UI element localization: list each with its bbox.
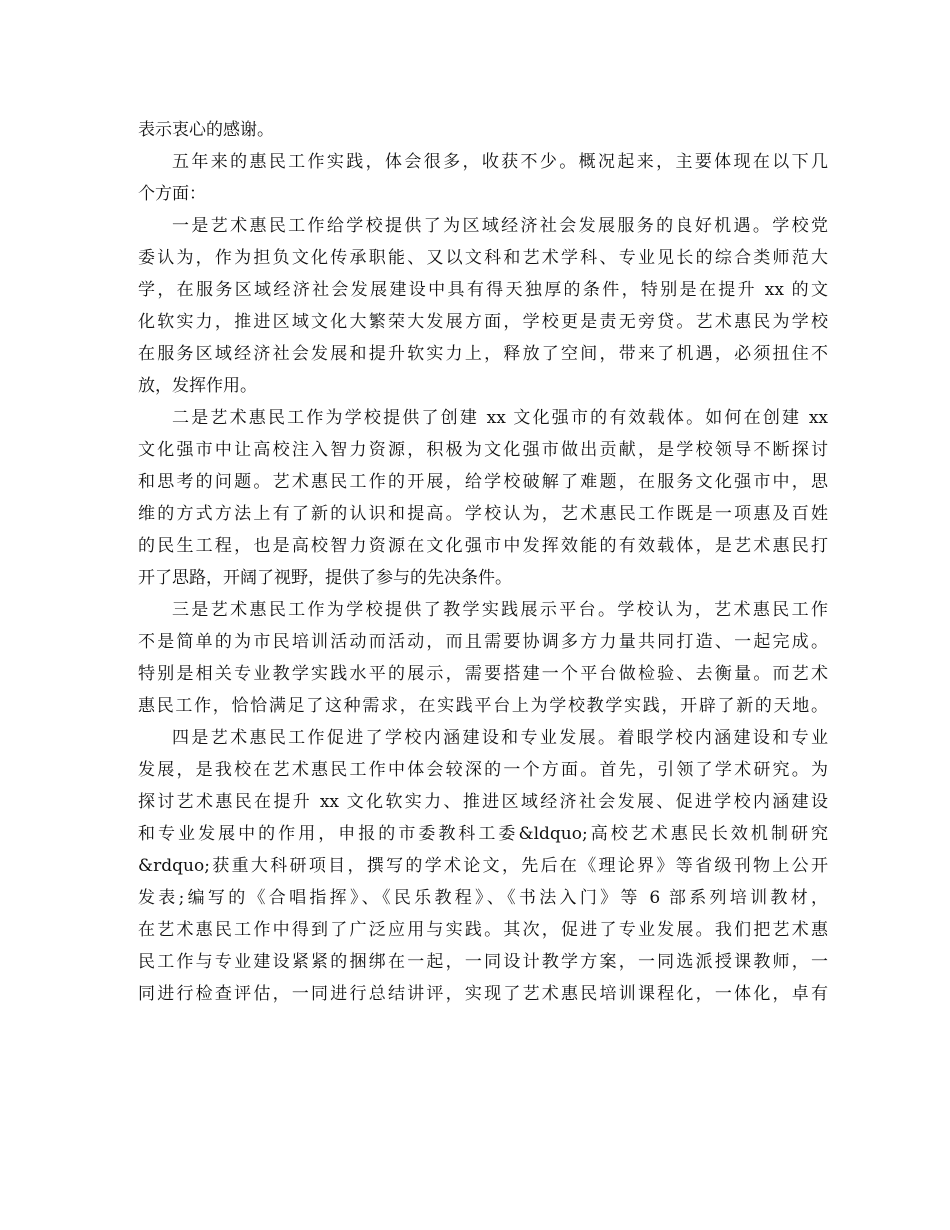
text-line: 三是艺术惠民工作为学校提供了教学实践展示平台。学校认为，艺术惠民工作 [172, 600, 828, 620]
text-line: 发展，是我校在艺术惠民工作中体会较深的一个方面。首先，引领了学术研究。为 [138, 760, 828, 780]
text-line: 个方面： [138, 184, 206, 204]
text-line: 文化强市中让高校注入智力资源，积极为文化强市做出贡献，是学校领导不断探讨 [138, 440, 828, 460]
text-line: 四是艺术惠民工作促进了学校内涵建设和专业发展。着眼学校内涵建设和专业 [172, 728, 828, 748]
text-line: 五年来的惠民工作实践，体会很多，收获不少。概况起来，主要体现在以下几 [172, 152, 828, 172]
text-line: 委认为，作为担负文化传承职能、又以文科和艺术学科、专业见长的综合类师范大 [138, 248, 828, 268]
text-line: 一是艺术惠民工作给学校提供了为区域经济社会发展服务的良好机遇。学校党 [172, 216, 828, 236]
text-line: 开了思路，开阔了视野，提供了参与的先决条件。 [138, 568, 512, 588]
text-line: 民工作与专业建设紧紧的捆绑在一起，一同设计教学方案，一同选派授课教师，一 [138, 952, 828, 972]
text-line: 在服务区域经济社会发展和提升软实力上，释放了空间，带来了机遇，必须扭住不 [138, 344, 828, 364]
document-body [138, 114, 828, 1010]
text-line: 和思考的问题。艺术惠民工作的开展，给学校破解了难题，在服务文化强市中，思 [138, 472, 828, 492]
text-line: 二是艺术惠民工作为学校提供了创建 xx 文化强市的有效载体。如何在创建 xx [172, 408, 828, 428]
text-line: 特别是相关专业教学实践水平的展示，需要搭建一个平台做检验、去衡量。而艺术 [138, 664, 828, 684]
text-line: 放，发挥作用。 [138, 376, 257, 396]
text-line: 同进行检查评估，一同进行总结讲评，实现了艺术惠民培训课程化，一体化，卓有 [138, 984, 828, 1004]
text-line: 化软实力，推进区域文化大繁荣大发展方面，学校更是责无旁贷。艺术惠民为学校 [138, 312, 828, 332]
text-line: 和专业发展中的作用，申报的市委教科工委&ldquo;高校艺术惠民长效机制研究 [138, 824, 828, 844]
text-line: 的民生工程，也是高校智力资源在文化强市中发挥效能的有效载体，是艺术惠民打 [138, 536, 828, 556]
text-line: 表示衷心的感谢。 [138, 120, 274, 140]
text-line: 发表;编写的《合唱指挥》、《民乐教程》、《书法入门》等 6 部系列培训教材， [138, 888, 828, 908]
text-line: 在艺术惠民工作中得到了广泛应用与实践。其次，促进了专业发展。我们把艺术惠 [138, 920, 828, 940]
text-line: 维的方式方法上有了新的认识和提高。学校认为，艺术惠民工作既是一项惠及百姓 [138, 504, 828, 524]
text-line: 探讨艺术惠民在提升 xx 文化软实力、推进区域经济社会发展、促进学校内涵建设 [138, 792, 828, 812]
text-line: &rdquo;获重大科研项目，撰写的学术论文，先后在《理论界》等省级刊物上公开 [138, 856, 828, 876]
text-line: 惠民工作，恰恰满足了这种需求，在实践平台上为学校教学实践，开辟了新的天地。 [138, 696, 828, 716]
text-line: 不是简单的为市民培训活动而活动，而且需要协调多方力量共同打造、一起完成。 [138, 632, 828, 652]
text-line: 学，在服务区域经济社会发展建设中具有得天独厚的条件，特别是在提升 xx 的文 [138, 280, 828, 300]
